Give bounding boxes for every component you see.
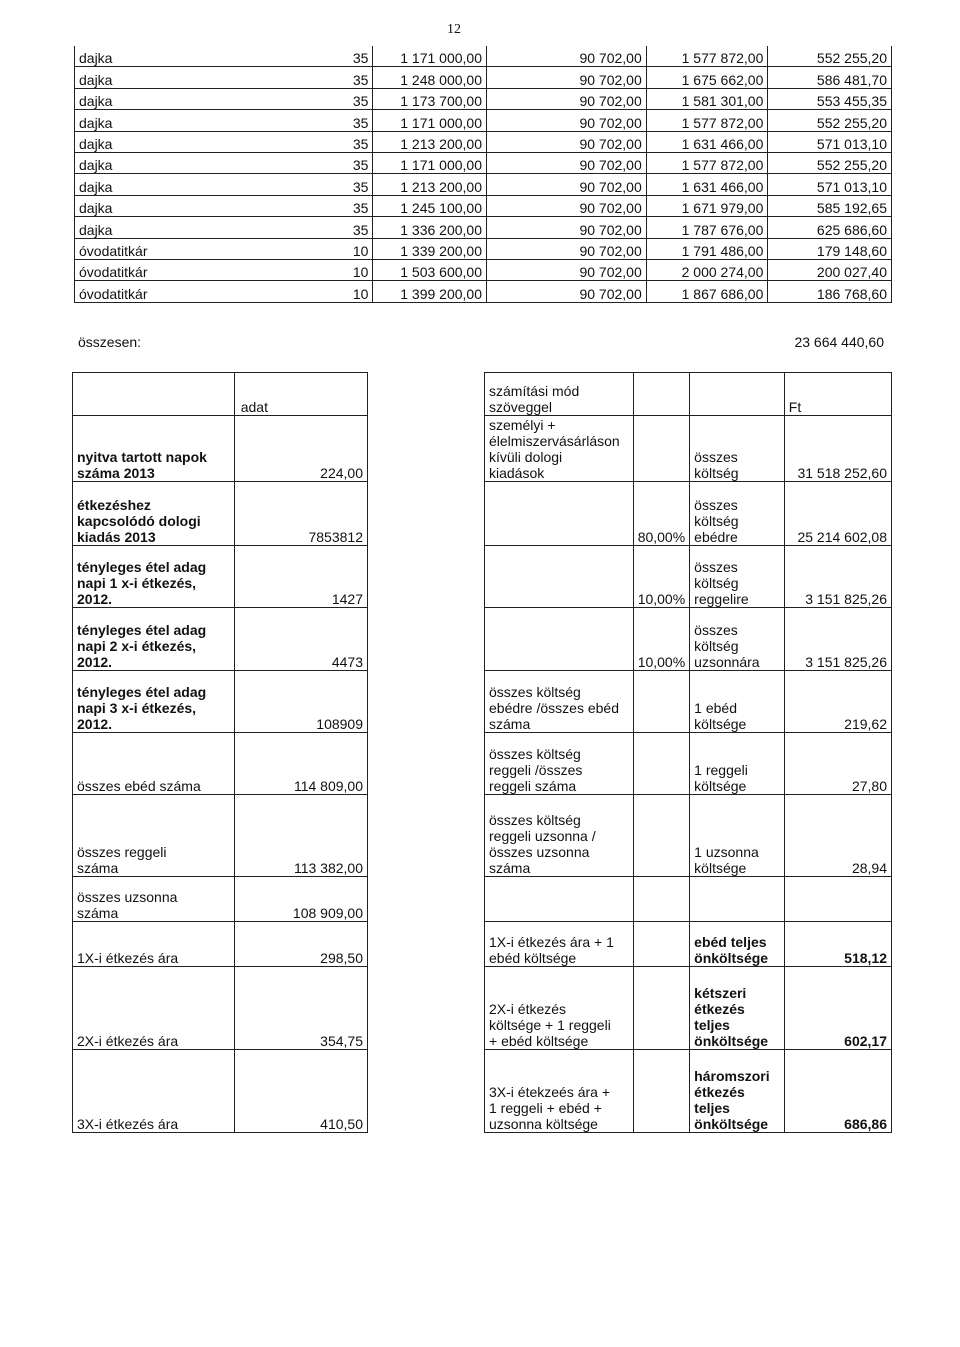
rate-cell: 90 702,00 [486, 259, 646, 280]
table-row [75, 131, 892, 152]
cost-name-cell: 1 reggeli költsége [690, 733, 785, 795]
percent-cell [633, 1050, 689, 1133]
cost-name-cell: ebéd teljes önköltsége [690, 922, 785, 967]
total-cell: 1 787 676,00 [646, 217, 768, 238]
table-row [73, 733, 368, 795]
count-cell: 35 [234, 46, 373, 67]
table-row [73, 482, 368, 546]
method-cell [485, 877, 634, 922]
method-cell [485, 482, 634, 546]
table-row [485, 416, 892, 482]
method-cell [485, 546, 634, 608]
table-row [75, 217, 892, 238]
data-label-cell: tényleges étel adag napi 3 x-i étkezés, 2012. [73, 671, 235, 733]
column-header-ft: Ft [784, 373, 891, 416]
data-label-cell: 2X-i étkezés ára [73, 967, 235, 1050]
table-header-row [485, 373, 892, 416]
total-cell: 1 577 872,00 [646, 110, 768, 131]
total-label: összesen: [78, 334, 142, 350]
table-row [485, 1050, 892, 1133]
data-label-cell: összes reggeli száma [73, 795, 235, 877]
data-value-cell: 354,75 [234, 967, 367, 1050]
table-row [75, 152, 892, 173]
table-row [73, 608, 368, 671]
amount-cell: 31 518 252,60 [784, 416, 891, 482]
share-cell: 552 255,20 [768, 110, 892, 131]
percent-cell [633, 795, 689, 877]
table-row [73, 671, 368, 733]
amount-cell: 602,17 [784, 967, 891, 1050]
data-label-cell: 1X-i étkezés ára [73, 922, 235, 967]
percent-cell [633, 877, 689, 922]
table-row [73, 922, 368, 967]
data-label-cell: összes ebéd száma [73, 733, 235, 795]
method-cell: 3X-i étekzeés ára + 1 reggeli + ebéd + uzsonna költsége [485, 1050, 634, 1133]
data-label-cell: tényleges étel adag napi 1 x-i étkezés, 2012. [73, 546, 235, 608]
share-cell: 586 481,70 [768, 67, 892, 88]
input-data-table [72, 372, 368, 1133]
role-cell: dajka [75, 110, 234, 131]
cost-name-cell: kétszeri étkezés teljes önköltsége [690, 967, 785, 1050]
table-row [485, 967, 892, 1050]
table-row [75, 67, 892, 88]
table-row [485, 733, 892, 795]
share-cell: 552 255,20 [768, 152, 892, 173]
table-row [73, 877, 368, 922]
percent-cell: 10,00% [633, 546, 689, 608]
table-row [73, 416, 368, 482]
amount-cell: 28,94 [784, 795, 891, 877]
table-row [75, 238, 892, 259]
percent-cell [633, 733, 689, 795]
data-value-cell: 108909 [234, 671, 367, 733]
method-cell: 1X-i étkezés ára + 1 ebéd költsége [485, 922, 634, 967]
count-cell: 35 [234, 131, 373, 152]
staff-cost-table [74, 46, 892, 303]
data-label-cell: 3X-i étkezés ára [73, 1050, 235, 1133]
column-header-method: számítási mód szöveggel [485, 373, 634, 416]
salary-cell: 1 171 000,00 [373, 152, 487, 173]
role-cell: dajka [75, 195, 234, 216]
role-cell: dajka [75, 152, 234, 173]
table-row [485, 922, 892, 967]
count-cell: 10 [234, 281, 373, 302]
share-cell: 571 013,10 [768, 131, 892, 152]
salary-cell: 1 336 200,00 [373, 217, 487, 238]
data-value-cell: 1427 [234, 546, 367, 608]
amount-cell: 686,86 [784, 1050, 891, 1133]
rate-cell: 90 702,00 [486, 152, 646, 173]
rate-cell: 90 702,00 [486, 281, 646, 302]
role-cell: óvodatitkár [75, 259, 234, 280]
share-cell: 200 027,40 [768, 259, 892, 280]
role-cell: dajka [75, 67, 234, 88]
count-cell: 35 [234, 67, 373, 88]
role-cell: dajka [75, 88, 234, 109]
cost-name-cell: összes költség [690, 416, 785, 482]
table-row [73, 795, 368, 877]
table-row [75, 259, 892, 280]
salary-cell: 1 399 200,00 [373, 281, 487, 302]
share-cell: 186 768,60 [768, 281, 892, 302]
role-cell: dajka [75, 174, 234, 195]
salary-cell: 1 173 700,00 [373, 88, 487, 109]
total-cell: 1 675 662,00 [646, 67, 768, 88]
total-cell: 1 577 872,00 [646, 152, 768, 173]
role-cell: óvodatitkár [75, 281, 234, 302]
cost-name-cell [690, 877, 785, 922]
salary-cell: 1 503 600,00 [373, 259, 487, 280]
page-number: 12 [447, 22, 461, 37]
method-cell: összes költség reggeli uzsonna / összes uzsonna száma [485, 795, 634, 877]
percent-cell [633, 416, 689, 482]
count-cell: 35 [234, 88, 373, 109]
percent-cell: 80,00% [633, 482, 689, 546]
salary-cell: 1 213 200,00 [373, 174, 487, 195]
rate-cell: 90 702,00 [486, 131, 646, 152]
share-cell: 585 192,65 [768, 195, 892, 216]
data-value-cell: 298,50 [234, 922, 367, 967]
method-cell: személyi + élelmiszervásárláson kívüli dologi kiadások [485, 416, 634, 482]
table-row [75, 88, 892, 109]
data-label-cell: étkezéshez kapcsolódó dologi kiadás 2013 [73, 482, 235, 546]
total-cell: 1 581 301,00 [646, 88, 768, 109]
data-label-cell: nyitva tartott napok száma 2013 [73, 416, 235, 482]
cost-name-cell: 1 ebéd költsége [690, 671, 785, 733]
data-value-cell: 7853812 [234, 482, 367, 546]
data-label-cell: tényleges étel adag napi 2 x-i étkezés, 2012. [73, 608, 235, 671]
rate-cell: 90 702,00 [486, 110, 646, 131]
total-cell: 2 000 274,00 [646, 259, 768, 280]
rate-cell: 90 702,00 [486, 217, 646, 238]
method-cell [485, 608, 634, 671]
amount-cell: 219,62 [784, 671, 891, 733]
table-row [485, 795, 892, 877]
table-row [485, 877, 892, 922]
role-cell: dajka [75, 131, 234, 152]
share-cell: 571 013,10 [768, 174, 892, 195]
table-row [75, 195, 892, 216]
share-cell: 625 686,60 [768, 217, 892, 238]
table-row [75, 46, 892, 67]
calculation-table [484, 372, 892, 1133]
salary-cell: 1 171 000,00 [373, 110, 487, 131]
table-row [73, 1050, 368, 1133]
method-cell: 2X-i étkezés költsége + 1 reggeli + ebéd költsége [485, 967, 634, 1050]
amount-cell [784, 877, 891, 922]
count-cell: 10 [234, 259, 373, 280]
table-row [73, 967, 368, 1050]
table-row [485, 546, 892, 608]
table-row [485, 608, 892, 671]
salary-cell: 1 171 000,00 [373, 46, 487, 67]
table-row [73, 546, 368, 608]
table-row [75, 110, 892, 131]
total-cell: 1 867 686,00 [646, 281, 768, 302]
data-value-cell: 224,00 [234, 416, 367, 482]
rate-cell: 90 702,00 [486, 88, 646, 109]
count-cell: 10 [234, 238, 373, 259]
count-cell: 35 [234, 217, 373, 238]
total-cell: 1 631 466,00 [646, 174, 768, 195]
table-row [485, 482, 892, 546]
table-row [75, 174, 892, 195]
count-cell: 35 [234, 195, 373, 216]
percent-cell: 10,00% [633, 608, 689, 671]
method-cell: összes költség ebédre /összes ebéd száma [485, 671, 634, 733]
data-value-cell: 114 809,00 [234, 733, 367, 795]
rate-cell: 90 702,00 [486, 67, 646, 88]
method-cell: összes költség reggeli /összes reggeli száma [485, 733, 634, 795]
amount-cell: 27,80 [784, 733, 891, 795]
share-cell: 179 148,60 [768, 238, 892, 259]
total-cell: 1 577 872,00 [646, 46, 768, 67]
rate-cell: 90 702,00 [486, 238, 646, 259]
count-cell: 35 [234, 110, 373, 131]
amount-cell: 518,12 [784, 922, 891, 967]
rate-cell: 90 702,00 [486, 46, 646, 67]
salary-cell: 1 339 200,00 [373, 238, 487, 259]
table-header-row [73, 373, 368, 416]
data-value-cell: 410,50 [234, 1050, 367, 1133]
total-cell: 1 671 979,00 [646, 195, 768, 216]
table-row [75, 281, 892, 302]
share-cell: 552 255,20 [768, 46, 892, 67]
cost-name-cell: összes költség ebédre [690, 482, 785, 546]
role-cell: dajka [75, 46, 234, 67]
percent-cell [633, 922, 689, 967]
amount-cell: 3 151 825,26 [784, 608, 891, 671]
cost-name-cell: összes költség reggelire [690, 546, 785, 608]
data-value-cell: 113 382,00 [234, 795, 367, 877]
count-cell: 35 [234, 174, 373, 195]
total-cell: 1 631 466,00 [646, 131, 768, 152]
data-label-cell: összes uzsonna száma [73, 877, 235, 922]
data-value-cell: 108 909,00 [234, 877, 367, 922]
role-cell: dajka [75, 217, 234, 238]
percent-cell [633, 671, 689, 733]
percent-cell [633, 967, 689, 1050]
column-header-adat: adat [234, 373, 367, 416]
cost-name-cell: 1 uzsonna költsége [690, 795, 785, 877]
rate-cell: 90 702,00 [486, 195, 646, 216]
total-cell: 1 791 486,00 [646, 238, 768, 259]
salary-cell: 1 245 100,00 [373, 195, 487, 216]
data-value-cell: 4473 [234, 608, 367, 671]
amount-cell: 3 151 825,26 [784, 546, 891, 608]
rate-cell: 90 702,00 [486, 174, 646, 195]
salary-cell: 1 248 000,00 [373, 67, 487, 88]
share-cell: 553 455,35 [768, 88, 892, 109]
total-value: 23 664 440,60 [794, 334, 884, 350]
cost-name-cell: háromszori étkezés teljes önköltsége [690, 1050, 785, 1133]
amount-cell: 25 214 602,08 [784, 482, 891, 546]
role-cell: óvodatitkár [75, 238, 234, 259]
salary-cell: 1 213 200,00 [373, 131, 487, 152]
table-row [485, 671, 892, 733]
cost-name-cell: összes költség uzsonnára [690, 608, 785, 671]
count-cell: 35 [234, 152, 373, 173]
